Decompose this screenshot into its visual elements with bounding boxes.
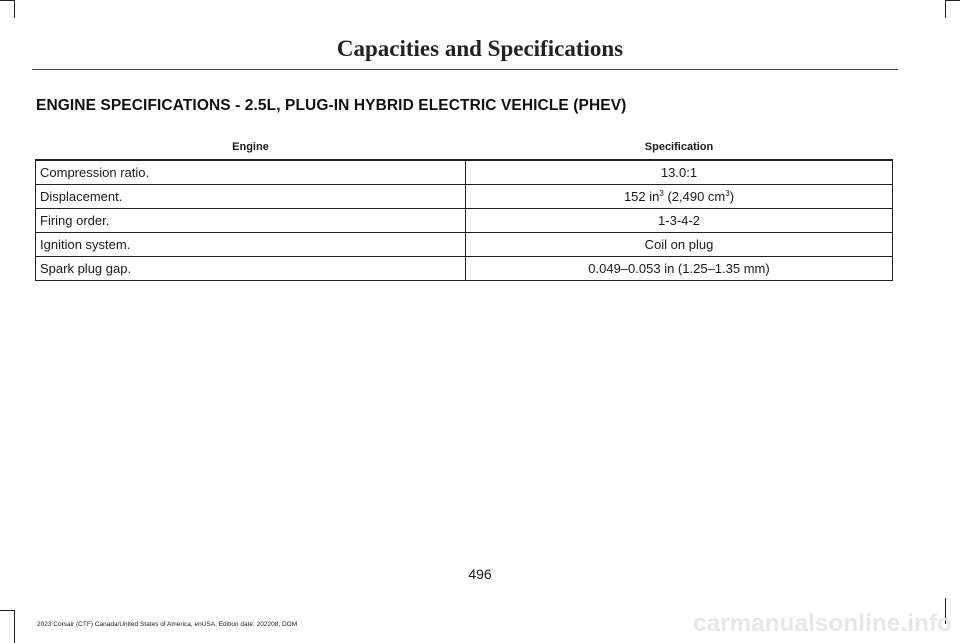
engine-cell: Displacement. <box>36 185 466 209</box>
table-header-row <box>36 134 893 160</box>
section-heading: ENGINE SPECIFICATIONS - 2.5L, PLUG-IN HYBRID ELECTRIC VEHICLE (PHEV) <box>36 97 627 114</box>
table-row <box>36 233 893 257</box>
spec-cell: 1-3-4-2 <box>466 209 893 233</box>
spec-cell: 0.049–0.053 in (1.25–1.35 mm) <box>466 257 893 281</box>
spec-text: (2,490 cm <box>663 189 726 204</box>
spec-text: ) <box>729 189 735 204</box>
superscript: 3 <box>659 189 664 198</box>
crop-mark <box>14 0 15 18</box>
table-row <box>36 257 893 281</box>
superscript: 3 <box>725 189 730 198</box>
spec-cell: Coil on plug <box>466 233 893 257</box>
table-row <box>36 185 893 209</box>
edition-footer: 2023 Corsair (CTF) Canada/United States of America, enUSA, Edition date: 202208, DOM <box>37 621 298 628</box>
crop-mark <box>0 610 14 611</box>
spec-cell: 13.0:1 <box>466 160 893 185</box>
engine-cell: Spark plug gap. <box>36 257 466 281</box>
engine-cell: Firing order. <box>36 209 466 233</box>
engine-specifications-table <box>35 134 893 281</box>
table-row <box>36 160 893 185</box>
crop-mark <box>946 0 960 1</box>
spec-text: 152 in <box>623 189 660 204</box>
watermark-logo: carmanualsonline.info <box>693 610 952 637</box>
column-header-specification: Specification <box>466 134 893 160</box>
crop-mark <box>945 0 946 18</box>
crop-mark <box>14 610 15 643</box>
page-header-title: Capacities and Specifications <box>336 36 624 61</box>
spec-cell <box>466 185 893 209</box>
crop-mark <box>0 0 14 1</box>
engine-cell: Compression ratio. <box>36 160 466 185</box>
header-divider <box>32 69 898 70</box>
page-number: 496 <box>468 566 492 582</box>
table-row <box>36 209 893 233</box>
engine-cell: Ignition system. <box>36 233 466 257</box>
column-header-engine: Engine <box>36 134 466 160</box>
